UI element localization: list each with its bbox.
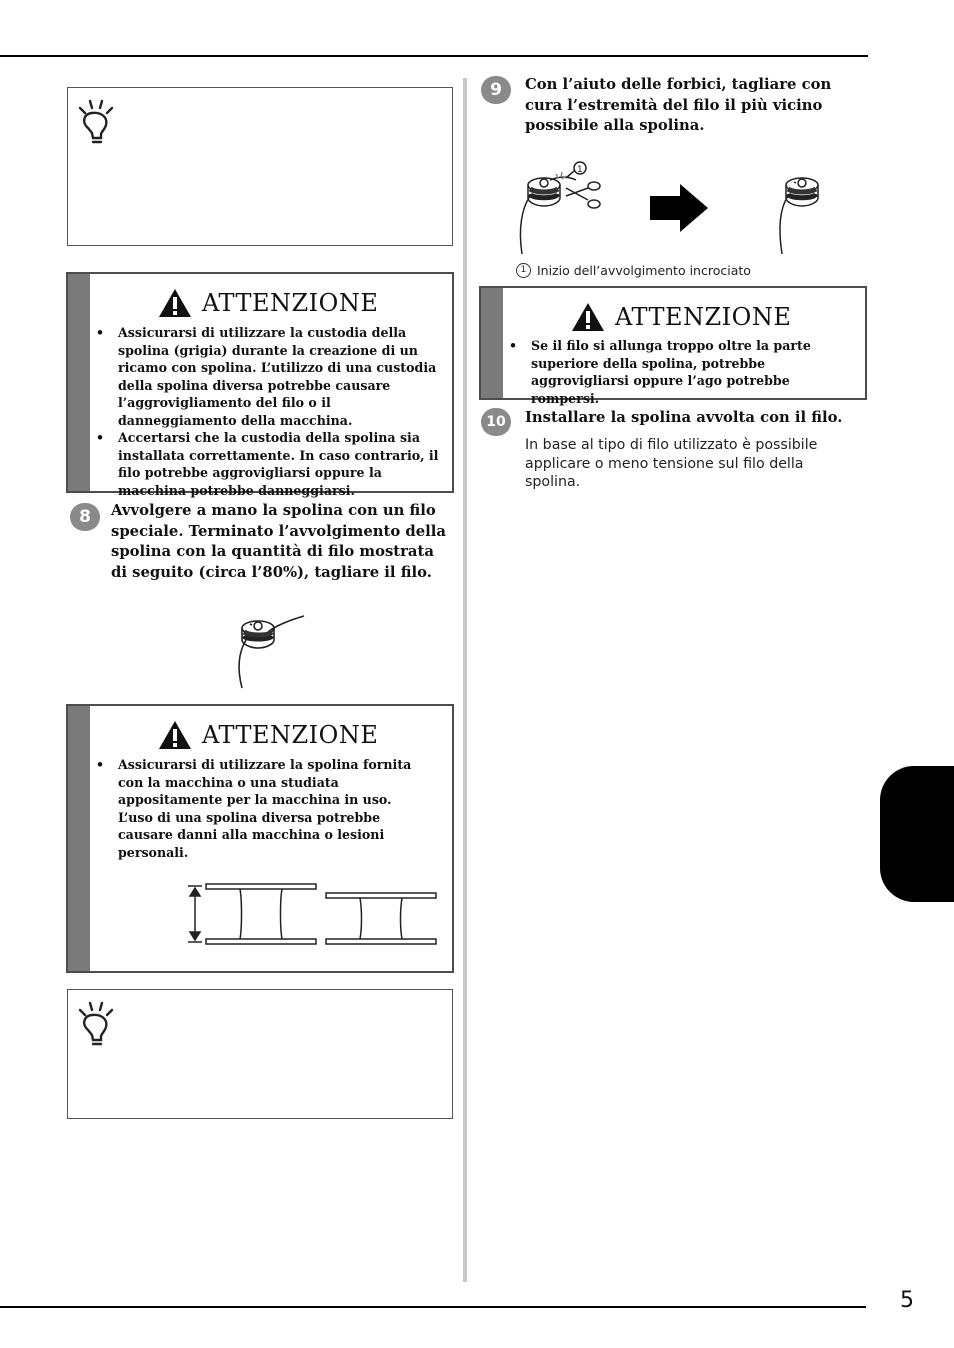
chapter-tab xyxy=(880,766,954,902)
caution-bar xyxy=(481,288,503,398)
caution-title-text: ATTENZIONE xyxy=(202,289,379,317)
caution-title xyxy=(158,720,378,750)
caution-1-list xyxy=(96,324,446,499)
step-9-text: Con l’aiuto delle forbici, tagliare con cura l’estremità del filo il più vicino possibile alla spolina. xyxy=(525,76,832,134)
caution-3-list xyxy=(509,337,854,407)
step-10-body: In base al tipo di filo utilizzato è possibile applicare o meno tensione sul filo della spolina. xyxy=(525,437,818,490)
figure-caption xyxy=(516,263,751,278)
scissors-icon xyxy=(566,182,600,208)
caution-box-2 xyxy=(66,704,454,973)
warning-triangle-icon xyxy=(158,720,192,750)
wound-bobbin-illustration xyxy=(230,610,310,690)
caution-title-text: ATTENZIONE xyxy=(615,303,792,331)
cutting-thread-illustration xyxy=(510,158,840,258)
bobbin-comparison-illustration xyxy=(182,880,442,950)
note-box-top xyxy=(67,87,453,246)
caution-box-3 xyxy=(479,286,867,406)
caution-1-bullet-1: • Assicurarsi di utilizzare la custodia della spolina (grigia) durante la creazione di un ricamo con spolina. L’utilizzo di una custodia della spolina diversa potrebbe causare l’aggrovigliamento del filo o il danneggiamento della macchina. xyxy=(96,324,446,429)
note-lightbulb-icon xyxy=(76,98,116,144)
caution-2-bullet-1: • Assicurarsi di utilizzare la spolina fornita con la macchina o una studiata appositamente per la macchina in uso. L’uso di una spolina diversa potrebbe causare danni alla macchina o lesioni personali. xyxy=(96,756,426,861)
step-8-badge: 8 xyxy=(70,503,100,531)
warning-triangle-icon xyxy=(571,302,605,332)
caution-bar xyxy=(68,274,90,491)
step-10-title: Installare la spolina avvolta con il filo. xyxy=(525,409,843,426)
step-10-badge: 10 xyxy=(481,408,511,436)
caution-title xyxy=(571,302,791,332)
caution-2-list xyxy=(96,756,426,861)
step-8-text: Avvolgere a mano la spolina con un filo speciale. Terminato l’avvolgimento della spolina con la quantità di filo mostrata di seguito (circa l’80%), tagliare il filo. xyxy=(111,502,446,581)
caption-number: 1 xyxy=(516,263,531,278)
caution-title xyxy=(158,288,378,318)
arrow-right-icon xyxy=(650,184,708,232)
caution-box-1 xyxy=(66,272,454,498)
note-box-bottom xyxy=(67,989,453,1119)
bottom-rule xyxy=(0,1306,866,1308)
svg-text:1: 1 xyxy=(577,165,583,175)
warning-triangle-icon xyxy=(158,288,192,318)
caution-title-text: ATTENZIONE xyxy=(202,721,379,749)
note-lightbulb-icon xyxy=(76,1000,116,1046)
step-9-badge: 9 xyxy=(481,76,511,104)
page-number: 5 xyxy=(900,1288,914,1313)
caution-bar xyxy=(68,706,90,971)
column-divider xyxy=(463,78,467,1282)
top-rule xyxy=(0,55,868,57)
caution-3-bullet-1: • Se il filo si allunga troppo oltre la parte superiore della spolina, potrebbe aggrovigliarsi oppure l’ago potrebbe rompersi. xyxy=(509,337,854,407)
caution-1-bullet-2: • Accertarsi che la custodia della spolina sia installata correttamente. In caso contrario, il filo potrebbe aggrovigliarsi oppure la macchina potrebbe danneggiarsi. xyxy=(96,429,446,499)
caption-text: Inizio dell’avvolgimento incrociato xyxy=(537,263,751,278)
